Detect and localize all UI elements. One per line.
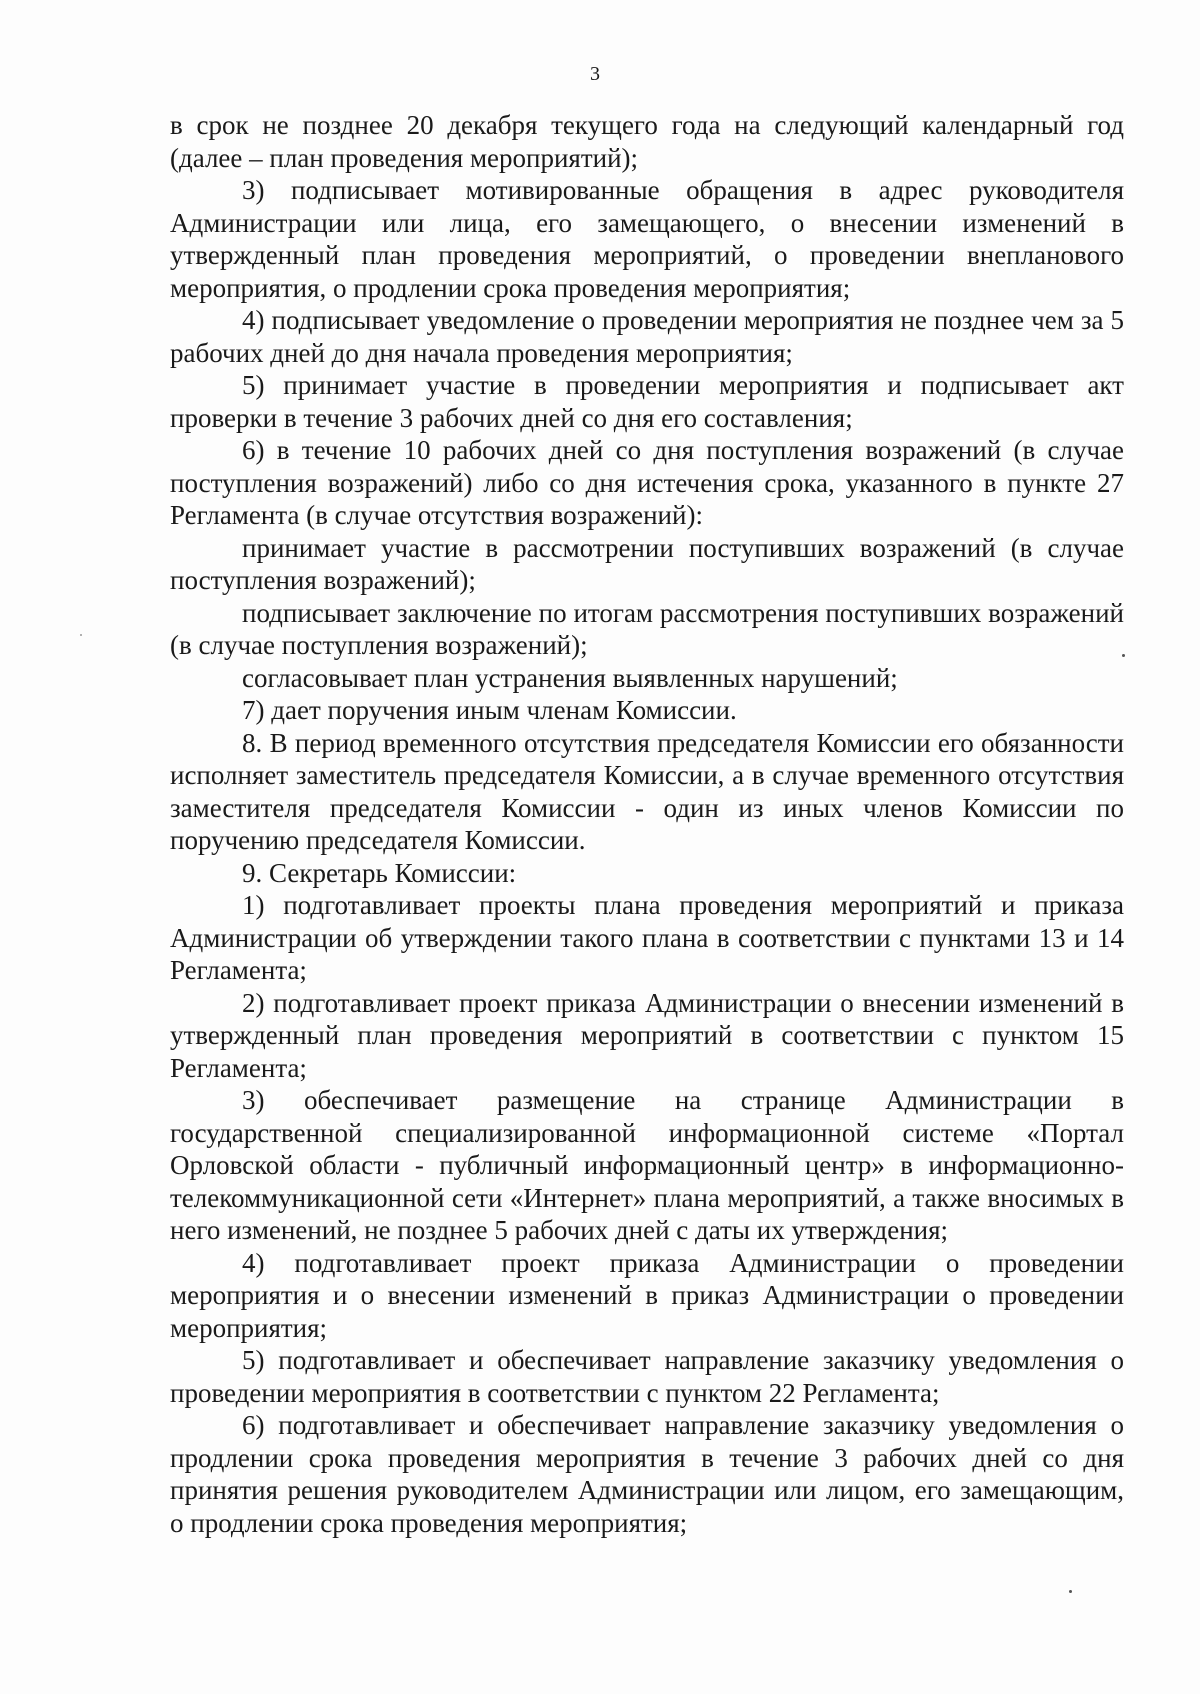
paragraph: 9. Секретарь Комиссии: [242,857,517,888]
paragraph: согласовывает план устранения выявленных нарушений; [242,662,898,693]
paragraph: подписывает заключение по итогам рассмотрения поступивших возражений (в случае поступления возражений); [170,597,1124,660]
paragraph: 5) подготавливает и обеспечивает направление заказчику уведомления о проведении мероприятия в соответствии с пунктом 22 Регламента; [170,1345,1124,1408]
paragraph: 4) подписывает уведомление о проведении мероприятия не позднее чем за 5 рабочих дней до дня начала проведения мероприятия; [170,305,1124,368]
paragraph: 3) обеспечивает размещение на странице Администрации в государственной специализированной информационной системе «Портал Орловской области - публичный информационный центр» в информационно-телекоммуникационной сети «Интернет» плана мероприятий, а также вносимых в него изменений, не позднее 5 рабочих дней с даты их утверждения; [170,1085,1124,1245]
scan-speck [1069,1590,1072,1593]
page-number: 3 [590,63,600,85]
scan-speck [80,634,82,636]
paragraph: 4) подготавливает проект приказа Администрации о проведении мероприятия и о внесении изменений в приказ Администрации о проведении мероприятия; [170,1247,1124,1343]
paragraph: 5) принимает участие в проведении мероприятия и подписывает акт проверки в течение 3 рабочих дней со дня его составления; [170,370,1124,433]
paragraph: 6) в течение 10 рабочих дней со дня поступления возражений (в случае поступления возражений) либо со дня истечения срока, указанного в пункте 27 Регламента (в случае отсутствия возражений): [170,435,1124,530]
paragraph: 7) дает поручения иным членам Комиссии. [242,695,737,725]
scan-speck [1122,654,1125,657]
paragraph: принимает участие в рассмотрении поступивших возражений (в случае поступления возражений); [170,532,1124,595]
paragraph: 6) подготавливает и обеспечивает направление заказчику уведомления о продлении срока проведения мероприятия в течение 3 рабочих дней со дня принятия решения руководителем Администрации или лицом, его замещающим, о продлении срока проведения мероприятия; [170,1410,1124,1538]
paragraph: 1) подготавливает проекты плана проведения мероприятий и приказа Администрации об утверждении такого плана в соответствии с пунктами 13 и 14 Регламента; [170,890,1124,985]
paragraph: в срок не позднее 20 декабря текущего года на следующий календарный год (далее – план проведения мероприятий); [170,110,1124,173]
paragraph: 8. В период временного отсутствия председателя Комиссии его обязанности исполняет заместитель председателя Комиссии, а в случае временного отсутствия заместителя председателя Комиссии - один из иных членов Комиссии по поручению председателя Комиссии. [170,727,1124,855]
paragraph: 3) подписывает мотивированные обращения в адрес руководителя Администрации или лица, его замещающего, о внесении изменений в утвержденный план проведения мероприятий, о проведении внепланового мероприятия, о продлении срока проведения мероприятия; [170,175,1124,303]
document-body [170,109,1124,1539]
paragraph: 2) подготавливает проект приказа Администрации о внесении изменений в утвержденный план проведения мероприятий в соответствии с пунктом 15 Регламента; [170,987,1124,1083]
